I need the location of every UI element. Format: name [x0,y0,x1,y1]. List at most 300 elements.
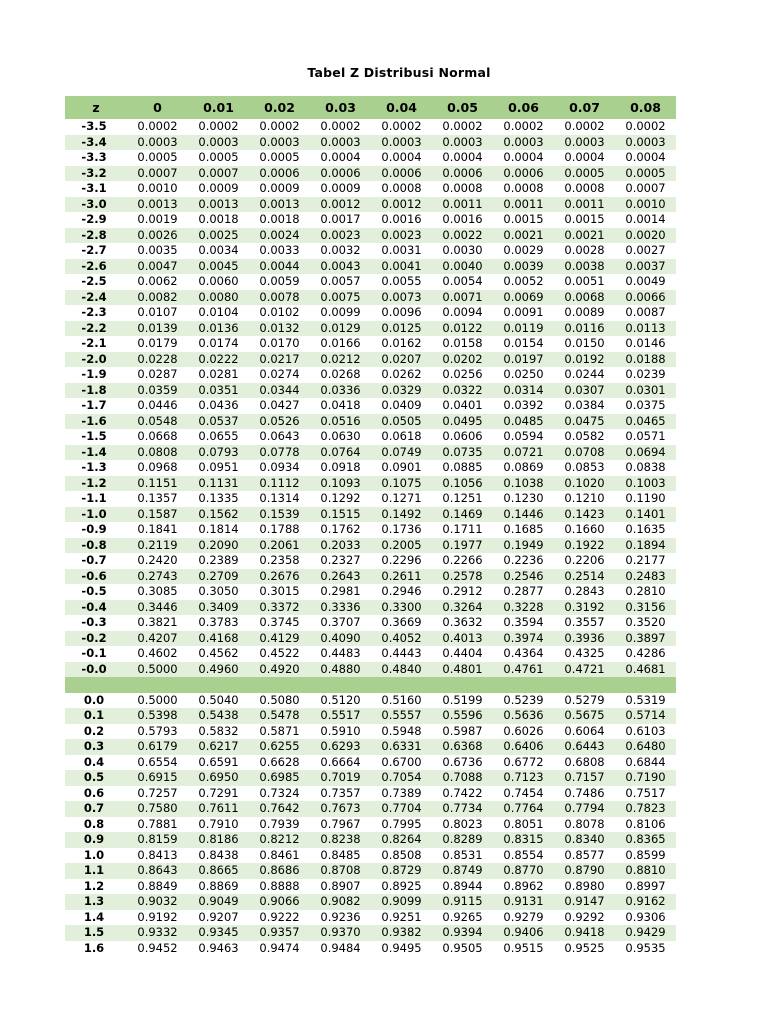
probability-cell: 0.6217 [188,739,249,755]
probability-cell: 0.0009 [320,181,361,196]
probability-cell: 0.3783 [198,615,239,630]
z-value-cell: -2.2 [65,321,127,337]
probability-cell: 0.8531 [442,847,483,862]
probability-cell: 0.6772 [503,754,544,769]
probability-cell: 0.0005 [615,166,676,182]
probability-cell: 0.9236 [320,909,361,924]
z-value-cell: -0.0 [65,662,127,678]
probability-cell: 0.0122 [432,321,493,337]
probability-cell: 0.4168 [188,631,249,647]
probability-cell: 0.9162 [615,894,676,910]
probability-cell: 0.1977 [432,538,493,554]
probability-cell: 0.2327 [320,553,361,568]
probability-cell: 0.7054 [371,770,432,786]
probability-cell: 0.0060 [198,274,239,289]
probability-cell: 0.5675 [554,708,615,724]
probability-cell: 0.4443 [381,646,422,661]
probability-cell: 0.8289 [432,832,493,848]
negative-z-rows [65,119,676,677]
probability-cell: 0.3745 [259,615,300,630]
probability-cell: 0.7517 [625,785,666,800]
probability-cell: 0.0008 [564,181,605,196]
probability-cell: 0.0262 [381,367,422,382]
probability-cell: 0.7157 [554,770,615,786]
probability-cell: 0.0102 [259,305,300,320]
probability-cell: 0.0003 [249,135,310,151]
z-value-cell: -1.8 [65,383,127,399]
probability-cell: 0.0150 [564,336,605,351]
z-value-cell: -1.7 [81,398,107,413]
probability-cell: 0.5987 [442,723,483,738]
probability-cell: 0.3821 [137,615,178,630]
z-value-cell: 0.2 [83,723,105,738]
probability-cell: 0.9066 [249,894,310,910]
probability-cell: 0.1711 [442,522,483,537]
probability-cell: 0.1814 [198,522,239,537]
probability-cell: 0.0495 [432,414,493,430]
probability-cell: 0.1230 [503,491,544,506]
probability-cell: 0.0011 [554,197,615,213]
probability-cell: 0.8186 [188,832,249,848]
probability-cell: 0.8212 [249,832,310,848]
probability-cell: 0.1131 [188,476,249,492]
probability-cell: 0.0013 [249,197,310,213]
probability-cell: 0.1423 [554,507,615,523]
probability-cell: 0.0869 [503,460,544,475]
table-row [65,119,676,135]
z-table [65,96,676,956]
probability-cell: 0.1401 [615,507,676,523]
probability-cell: 0.0336 [310,383,371,399]
probability-cell: 0.6331 [371,739,432,755]
probability-cell: 0.8413 [137,847,178,862]
probability-cell: 0.7673 [310,801,371,817]
probability-cell: 0.0037 [615,259,676,275]
probability-cell: 0.3050 [198,584,239,599]
probability-cell: 0.0003 [615,135,676,151]
probability-cell: 0.0007 [625,181,666,196]
probability-cell: 0.9147 [554,894,615,910]
table-row [65,290,676,306]
probability-cell: 0.6915 [127,770,188,786]
page-title: Tabel Z Distribusi Normal [307,65,491,80]
probability-cell: 0.8925 [381,878,422,893]
probability-cell: 0.9452 [137,940,178,955]
table-row [65,879,676,895]
header-cell-0.03: 0.03 [310,96,371,119]
probability-cell: 0.1635 [625,522,666,537]
table-row [65,150,676,166]
probability-cell: 0.8340 [554,832,615,848]
probability-cell: 0.0002 [564,119,605,134]
z-value-cell: -3.0 [65,197,127,213]
probability-cell: 0.9032 [127,894,188,910]
probability-cell: 0.4761 [493,662,554,678]
z-value-cell: -0.9 [81,522,107,537]
probability-cell: 0.0132 [249,321,310,337]
probability-cell: 0.0038 [554,259,615,275]
probability-cell: 0.5000 [127,662,188,678]
probability-cell: 0.7764 [493,801,554,817]
probability-cell: 0.0166 [320,336,361,351]
probability-cell: 0.0018 [259,212,300,227]
probability-cell: 0.2946 [381,584,422,599]
probability-cell: 0.0401 [442,398,483,413]
table-row [65,491,676,507]
probability-cell: 0.0107 [137,305,178,320]
table-row [65,212,676,228]
probability-cell: 0.9131 [493,894,554,910]
table-header-row [65,96,676,119]
probability-cell: 0.0197 [493,352,554,368]
table-row [65,243,676,259]
probability-cell: 0.9306 [625,909,666,924]
probability-cell: 0.0030 [442,243,483,258]
probability-cell: 0.0041 [371,259,432,275]
probability-cell: 0.9429 [615,925,676,941]
probability-cell: 0.0006 [432,166,493,182]
z-value-cell: -2.6 [65,259,127,275]
table-row [65,662,676,678]
probability-cell: 0.0465 [615,414,676,430]
header-cell-0.05: 0.05 [432,96,493,119]
probability-cell: 0.0087 [625,305,666,320]
probability-cell: 0.0051 [564,274,605,289]
probability-cell: 0.5832 [198,723,239,738]
probability-cell: 0.1335 [198,491,239,506]
probability-cell: 0.4801 [432,662,493,678]
probability-cell: 0.6628 [259,754,300,769]
z-value-cell: 0.1 [65,708,127,724]
z-value-cell: -1.2 [65,476,127,492]
probability-cell: 0.8159 [127,832,188,848]
probability-cell: 0.0179 [137,336,178,351]
probability-cell: 0.0014 [625,212,666,227]
probability-cell: 0.0017 [320,212,361,227]
probability-cell: 0.9515 [503,940,544,955]
probability-cell: 0.0793 [188,445,249,461]
probability-cell: 0.9192 [137,909,178,924]
probability-cell: 0.0043 [310,259,371,275]
probability-cell: 0.0222 [188,352,249,368]
probability-cell: 0.7123 [493,770,554,786]
probability-cell: 0.0023 [371,228,432,244]
z-value-cell: 0.9 [65,832,127,848]
probability-cell: 0.5714 [615,708,676,724]
probability-cell: 0.0314 [493,383,554,399]
table-row [65,584,676,600]
probability-cell: 0.1894 [615,538,676,554]
probability-cell: 0.0002 [259,119,300,134]
table-row [65,646,676,662]
probability-cell: 0.2643 [310,569,371,585]
table-row [65,460,676,476]
probability-cell: 0.0069 [493,290,554,306]
probability-cell: 0.8643 [127,863,188,879]
probability-cell: 0.0006 [310,166,371,182]
z-value-cell: -1.1 [81,491,107,506]
probability-cell: 0.9049 [188,894,249,910]
probability-cell: 0.0192 [554,352,615,368]
probability-cell: 0.4721 [554,662,615,678]
probability-cell: 0.4286 [625,646,666,661]
z-value-cell: -2.0 [65,352,127,368]
probability-cell: 0.7088 [432,770,493,786]
probability-cell: 0.4602 [137,646,178,661]
probability-cell: 0.1210 [564,491,605,506]
probability-cell: 0.4681 [615,662,676,678]
probability-cell: 0.7939 [259,816,300,831]
probability-cell: 0.7357 [320,785,361,800]
probability-cell: 0.5910 [320,723,361,738]
probability-cell: 0.0113 [615,321,676,337]
probability-cell: 0.0004 [442,150,483,165]
probability-cell: 0.3936 [554,631,615,647]
probability-cell: 0.0099 [320,305,361,320]
probability-cell: 0.4325 [564,646,605,661]
probability-cell: 0.3372 [249,600,310,616]
probability-cell: 0.7823 [615,801,676,817]
probability-cell: 0.6293 [310,739,371,755]
probability-cell: 0.9394 [432,925,493,941]
probability-cell: 0.3015 [259,584,300,599]
probability-cell: 0.6985 [249,770,310,786]
table-row [65,615,676,631]
probability-cell: 0.0035 [137,243,178,258]
probability-cell: 0.0020 [615,228,676,244]
probability-cell: 0.0028 [564,243,605,258]
z-value-cell: -0.2 [65,631,127,647]
probability-cell: 0.4960 [188,662,249,678]
probability-cell: 0.4920 [249,662,310,678]
probability-cell: 0.0004 [381,150,422,165]
probability-cell: 0.0011 [432,197,493,213]
probability-cell: 0.5120 [320,692,361,707]
probability-cell: 0.0217 [249,352,310,368]
table-row [65,538,676,554]
probability-cell: 0.7019 [310,770,371,786]
probability-cell: 0.1251 [442,491,483,506]
probability-cell: 0.0002 [381,119,422,134]
probability-cell: 0.0012 [310,197,371,213]
probability-cell: 0.4483 [320,646,361,661]
probability-cell: 0.0918 [320,460,361,475]
table-row [65,925,676,941]
probability-cell: 0.3632 [442,615,483,630]
probability-cell: 0.2033 [310,538,371,554]
probability-cell: 0.7794 [554,801,615,817]
probability-cell: 0.0025 [188,228,249,244]
probability-cell: 0.8729 [371,863,432,879]
probability-cell: 0.7389 [381,785,422,800]
probability-cell: 0.7257 [137,785,178,800]
probability-cell: 0.0034 [198,243,239,258]
probability-cell: 0.0024 [249,228,310,244]
probability-cell: 0.3156 [615,600,676,616]
probability-cell: 0.0055 [381,274,422,289]
header-cell-z: z [65,96,127,119]
probability-cell: 0.0427 [259,398,300,413]
probability-cell: 0.0005 [198,150,239,165]
probability-cell: 0.1587 [127,507,188,523]
probability-cell: 0.1093 [310,476,371,492]
probability-cell: 0.0054 [442,274,483,289]
probability-cell: 0.0008 [442,181,483,196]
probability-cell: 0.0044 [249,259,310,275]
probability-cell: 0.5517 [310,708,371,724]
probability-cell: 0.0934 [259,460,300,475]
probability-cell: 0.2709 [188,569,249,585]
probability-cell: 0.0885 [442,460,483,475]
probability-cell: 0.0256 [442,367,483,382]
probability-cell: 0.0475 [554,414,615,430]
probability-cell: 0.9474 [259,940,300,955]
probability-cell: 0.3300 [371,600,432,616]
z-value-cell: -2.1 [81,336,107,351]
probability-cell: 0.3409 [188,600,249,616]
probability-cell: 0.0013 [188,197,249,213]
table-row [65,832,676,848]
probability-cell: 0.2981 [320,584,361,599]
probability-cell: 0.0694 [615,445,676,461]
probability-cell: 0.8997 [625,878,666,893]
table-row [65,708,676,724]
probability-cell: 0.8461 [259,847,300,862]
probability-cell: 0.8944 [442,878,483,893]
probability-cell: 0.1685 [503,522,544,537]
probability-cell: 0.0582 [564,429,605,444]
probability-cell: 0.6368 [432,739,493,755]
header-cell-0.02: 0.02 [249,96,310,119]
probability-cell: 0.0078 [249,290,310,306]
probability-cell: 0.0032 [320,243,361,258]
table-row [65,414,676,430]
probability-cell: 0.3264 [432,600,493,616]
probability-cell: 0.0015 [564,212,605,227]
probability-cell: 0.0281 [198,367,239,382]
table-row [65,553,676,569]
probability-cell: 0.1314 [259,491,300,506]
probability-cell: 0.0951 [198,460,239,475]
header-cell-0.04: 0.04 [371,96,432,119]
probability-cell: 0.8770 [493,863,554,879]
probability-cell: 0.6103 [625,723,666,738]
probability-cell: 0.2877 [503,584,544,599]
probability-cell: 0.7967 [320,816,361,831]
z-value-cell: 1.5 [65,925,127,941]
table-row [65,770,676,786]
probability-cell: 0.9484 [320,940,361,955]
probability-cell: 0.5793 [137,723,178,738]
probability-cell: 0.3228 [493,600,554,616]
probability-cell: 0.0040 [432,259,493,275]
probability-cell: 0.0548 [127,414,188,430]
probability-cell: 0.0082 [127,290,188,306]
table-row [65,600,676,616]
probability-cell: 0.9222 [259,909,300,924]
probability-cell: 0.5478 [249,708,310,724]
probability-cell: 0.8106 [625,816,666,831]
probability-cell: 0.9463 [198,940,239,955]
probability-cell: 0.3707 [320,615,361,630]
probability-cell: 0.4090 [310,631,371,647]
probability-cell: 0.1112 [249,476,310,492]
table-row [65,445,676,461]
table-row [65,739,676,755]
probability-cell: 0.1003 [615,476,676,492]
probability-cell: 0.0162 [381,336,422,351]
probability-cell: 0.1292 [320,491,361,506]
probability-cell: 0.0158 [442,336,483,351]
probability-cell: 0.0091 [503,305,544,320]
probability-cell: 0.0013 [127,197,188,213]
probability-cell: 0.1762 [320,522,361,537]
separator-row [65,677,676,693]
probability-cell: 0.6179 [127,739,188,755]
probability-cell: 0.4880 [310,662,371,678]
z-value-cell: 0.8 [83,816,105,831]
probability-cell: 0.6406 [493,739,554,755]
probability-cell: 0.0239 [625,367,666,382]
probability-cell: 0.7454 [503,785,544,800]
probability-cell: 0.8508 [381,847,422,862]
table-row [65,801,676,817]
probability-cell: 0.8790 [554,863,615,879]
z-value-cell: -1.9 [81,367,107,382]
probability-cell: 0.8686 [249,863,310,879]
probability-cell: 0.0212 [310,352,371,368]
probability-cell: 0.2420 [137,553,178,568]
probability-cell: 0.0901 [381,460,422,475]
z-value-cell: 0.5 [65,770,127,786]
probability-cell: 0.0047 [127,259,188,275]
table-row [65,786,676,802]
section-separator [65,677,676,693]
probability-cell: 0.4207 [127,631,188,647]
probability-cell: 0.9265 [442,909,483,924]
probability-cell: 0.9345 [188,925,249,941]
probability-cell: 0.0418 [320,398,361,413]
z-value-cell: -2.4 [65,290,127,306]
probability-cell: 0.6950 [188,770,249,786]
probability-cell: 0.8315 [493,832,554,848]
probability-cell: 0.0735 [432,445,493,461]
probability-cell: 0.4129 [249,631,310,647]
probability-cell: 0.0446 [137,398,178,413]
probability-cell: 0.0630 [320,429,361,444]
probability-cell: 0.5040 [198,692,239,707]
probability-cell: 0.1539 [249,507,310,523]
probability-cell: 0.0392 [503,398,544,413]
probability-cell: 0.0002 [137,119,178,134]
probability-cell: 0.6255 [249,739,310,755]
header-cell-0.01: 0.01 [188,96,249,119]
probability-cell: 0.9505 [442,940,483,955]
probability-cell: 0.0003 [432,135,493,151]
probability-cell: 0.8485 [320,847,361,862]
probability-cell: 0.8577 [564,847,605,862]
probability-cell: 0.5596 [432,708,493,724]
probability-cell: 0.0764 [310,445,371,461]
probability-cell: 0.5160 [381,692,422,707]
probability-cell: 0.0012 [371,197,432,213]
probability-cell: 0.6736 [442,754,483,769]
probability-cell: 0.5319 [625,692,666,707]
probability-cell: 0.8888 [259,878,300,893]
probability-cell: 0.3520 [625,615,666,630]
probability-cell: 0.0409 [381,398,422,413]
probability-cell: 0.6844 [625,754,666,769]
